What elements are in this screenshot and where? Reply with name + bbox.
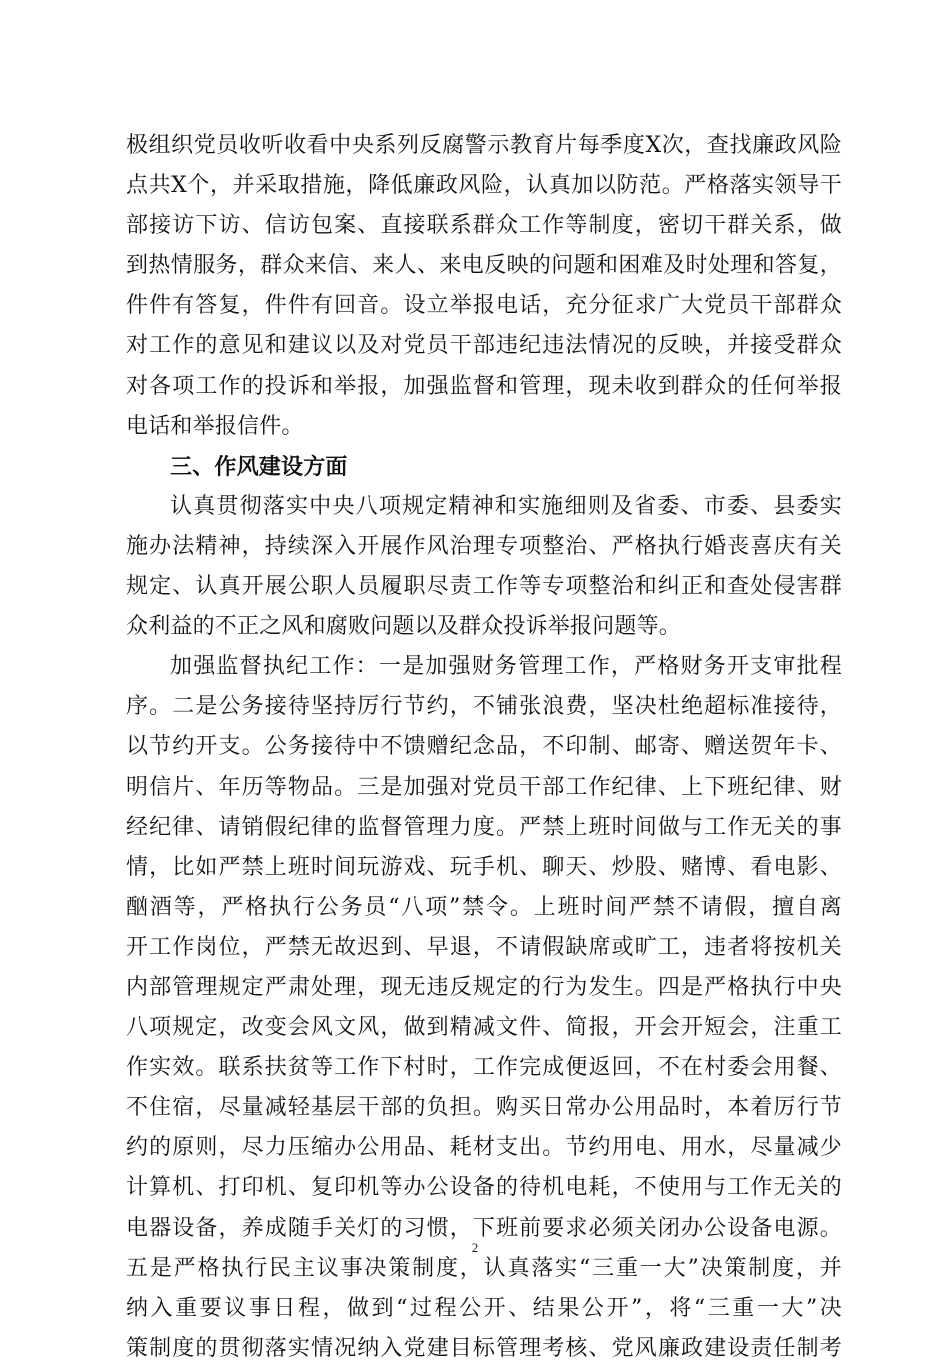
paragraph-supervision: [126, 647, 842, 1369]
text-line: 对工作的意见和建议以及对党员干部违纪违法情况的反映，并接受群众: [126, 333, 842, 359]
text-line: 明信片、年历等物品。三是加强对党员干部工作纪律、上下班纪律、财: [126, 774, 842, 800]
text-line: 约的原则，尽力压缩办公用品、耗材支出。节约用电、用水，尽量减少: [126, 1135, 842, 1161]
text-line: 电话和举报信件。: [126, 413, 304, 439]
text-line: 作实效。联系扶贫等工作下村时，工作完成便返回，不在村委会用餐、: [126, 1055, 842, 1081]
text-line: 开工作岗位，严禁无故迟到、早退，不请假缺席或旷工，违者将按机关: [126, 934, 842, 960]
document-page: [126, 126, 842, 1369]
section-heading: 三、作风建设方面: [170, 453, 348, 480]
text-line: 件件有答复，件件有回音。设立举报电话，充分征求广大党员干部群众: [126, 293, 842, 319]
text-line: 众利益的不正之风和腐败问题以及群众投诉举报问题等。: [126, 614, 682, 640]
text-line: 策制度的贯彻落实情况纳入党建目标管理考核、党风廉政建设责任制考: [126, 1335, 842, 1361]
text-line: 八项规定，改变会风文风，做到精减文件、简报，开会开短会，注重工: [126, 1015, 842, 1041]
text-line: 酗酒等，严格执行公务员“八项”禁令。上班时间严禁不请假，擅自离: [126, 894, 842, 920]
text-line: 加强监督执纪工作：一是加强财务管理工作，严格财务开支审批程: [170, 654, 842, 680]
text-line: 以节约开支。公务接待中不馈赠纪念品，不印制、邮寄、赠送贺年卡、: [126, 734, 842, 760]
paragraph-conduct-intro: [126, 487, 842, 647]
page-number: 2: [471, 1240, 479, 1255]
paragraph-continuation: [126, 126, 842, 447]
text-line: 内部管理规定严肃处理，现无违反规定的行为发生。四是严格执行中央: [126, 974, 842, 1000]
text-line: 极组织党员收听收看中央系列反腐警示教育片每季度X次，查找廉政风险: [126, 133, 842, 158]
text-line: 到热情服务，群众来信、来人、来电反映的问题和困难及时处理和答复，: [126, 253, 842, 279]
text-line: 不住宿，尽量减轻基层干部的负担。购买日常办公用品时，本着厉行节: [126, 1095, 842, 1121]
text-line: 纳入重要议事日程，做到“过程公开、结果公开”，将“三重一大”决: [126, 1295, 842, 1321]
text-line: 认真贯彻落实中央八项规定精神和实施细则及省委、市委、县委实: [170, 493, 842, 519]
text-line: 序。二是公务接待坚持厉行节约，不铺张浪费，坚决杜绝超标准接待，: [126, 694, 842, 720]
text-line: 部接访下访、信访包案、直接联系群众工作等制度，密切干群关系，做: [126, 213, 842, 239]
text-line: 规定、认真开展公职人员履职尽责工作等专项整治和纠正和查处侵害群: [126, 574, 842, 600]
text-line: 对各项工作的投诉和举报，加强监督和管理，现未收到群众的任何举报: [126, 373, 842, 399]
text-line: 经纪律、请销假纪律的监督管理力度。严禁上班时间做与工作无关的事: [126, 814, 842, 840]
text-line: 计算机、打印机、复印机等办公设备的待机电耗，不使用与工作无关的: [126, 1175, 842, 1201]
text-line: 施办法精神，持续深入开展作风治理专项整治、严格执行婚丧喜庆有关: [126, 533, 842, 559]
text-line: 点共X个，并采取措施，降低廉政风险，认真加以防范。严格落实领导干: [126, 173, 842, 199]
text-line: 情，比如严禁上班时间玩游戏、玩手机、聊天、炒股、赌博、看电影、: [126, 854, 842, 880]
text-line: 电器设备，养成随手关灯的习惯，下班前要求必须关闭办公设备电源。: [126, 1215, 842, 1241]
text-line: 五是严格执行民主议事决策制度，认真落实“三重一大”决策制度，并: [126, 1255, 842, 1281]
